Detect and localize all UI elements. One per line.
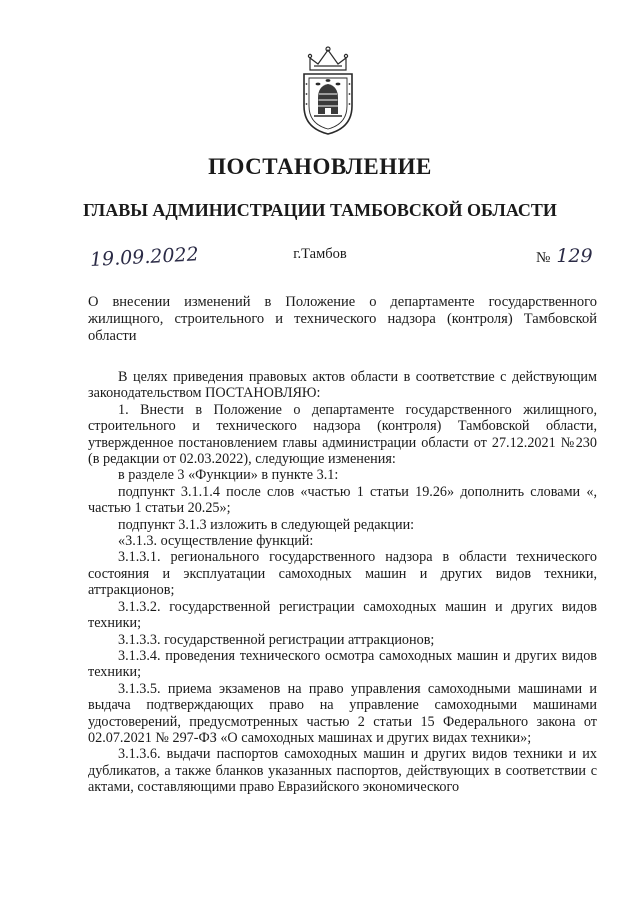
body-paragraph: 3.1.3.3. государственной регистрации аттракционов;: [118, 631, 435, 648]
issuer-heading: ГЛАВЫ АДМИНИСТРАЦИИ ТАМБОВСКОЙ ОБЛАСТИ: [83, 200, 557, 220]
signing-date: 19.09.2022: [89, 243, 200, 271]
city-name: г.Тамбов: [293, 246, 347, 262]
body-paragraph: «3.1.3. осуществление функций:: [118, 533, 314, 550]
body-paragraph: 3.1.3.5. приема экзаменов на право управления самоходными машинами и выдача подтверждающих право на управление самоходными машинами удостоверений, предусмотренных частью 2 статьи 15 Федерального закона от 02.07.2021 № 297-ФЗ «О самоходных машинах и других видах техники»;: [88, 680, 597, 746]
body-paragraph: 3.1.3.2. государственной регистрации самоходных машин и других видов техники;: [88, 598, 597, 632]
body-paragraph: подпункт 3.1.3 изложить в следующей редакции:: [118, 516, 415, 533]
document-body: [88, 369, 597, 796]
document-type-title: ПОСТАНОВЛЕНИЕ: [208, 154, 432, 179]
body-paragraph: 3.1.3.6. выдачи паспортов самоходных машин и других видов техники и их дубликатов, а также бланков указанных паспортов, действующих в соответствии с актами, составляющими право Евразийского экономического: [88, 746, 597, 796]
body-paragraph: 3.1.3.4. проведения технического осмотра самоходных машин и других видов техники;: [88, 647, 597, 681]
body-paragraph: 1. Внести в Положение о департаменте государственного жилищного, строительного и технического надзора (контроля) Тамбовской области, утвержденное постановлением главы администрации области от 27.12.2021 №230 (в редакции от 02.03.2022), следующие изменения:: [88, 401, 597, 468]
number-label: №: [536, 250, 551, 266]
number-value: 129: [556, 245, 593, 267]
body-paragraph: В целях приведения правовых актов области в соответствие с действующим законодательством ПОСТАНОВЛЯЮ:: [88, 369, 597, 402]
coat-of-arms-icon: [296, 44, 360, 136]
body-paragraph: 3.1.3.1. регионального государственного надзора в области технического состояния и эксплуатации самоходных машин и других видов техники, аттракционов;: [88, 549, 597, 599]
body-paragraph: подпункт 3.1.1.4 после слов «частью 1 статьи 19.26» дополнить словами «, частью 1 статьи 20.25»;: [88, 483, 597, 517]
body-paragraph: в разделе 3 «Функции» в пункте 3.1:: [118, 467, 339, 484]
document-subject: О внесении изменений в Положение о департаменте государственного жилищного, строительного и технического надзора (контроля) Тамбовской области: [88, 294, 597, 344]
document-number: [536, 245, 593, 267]
